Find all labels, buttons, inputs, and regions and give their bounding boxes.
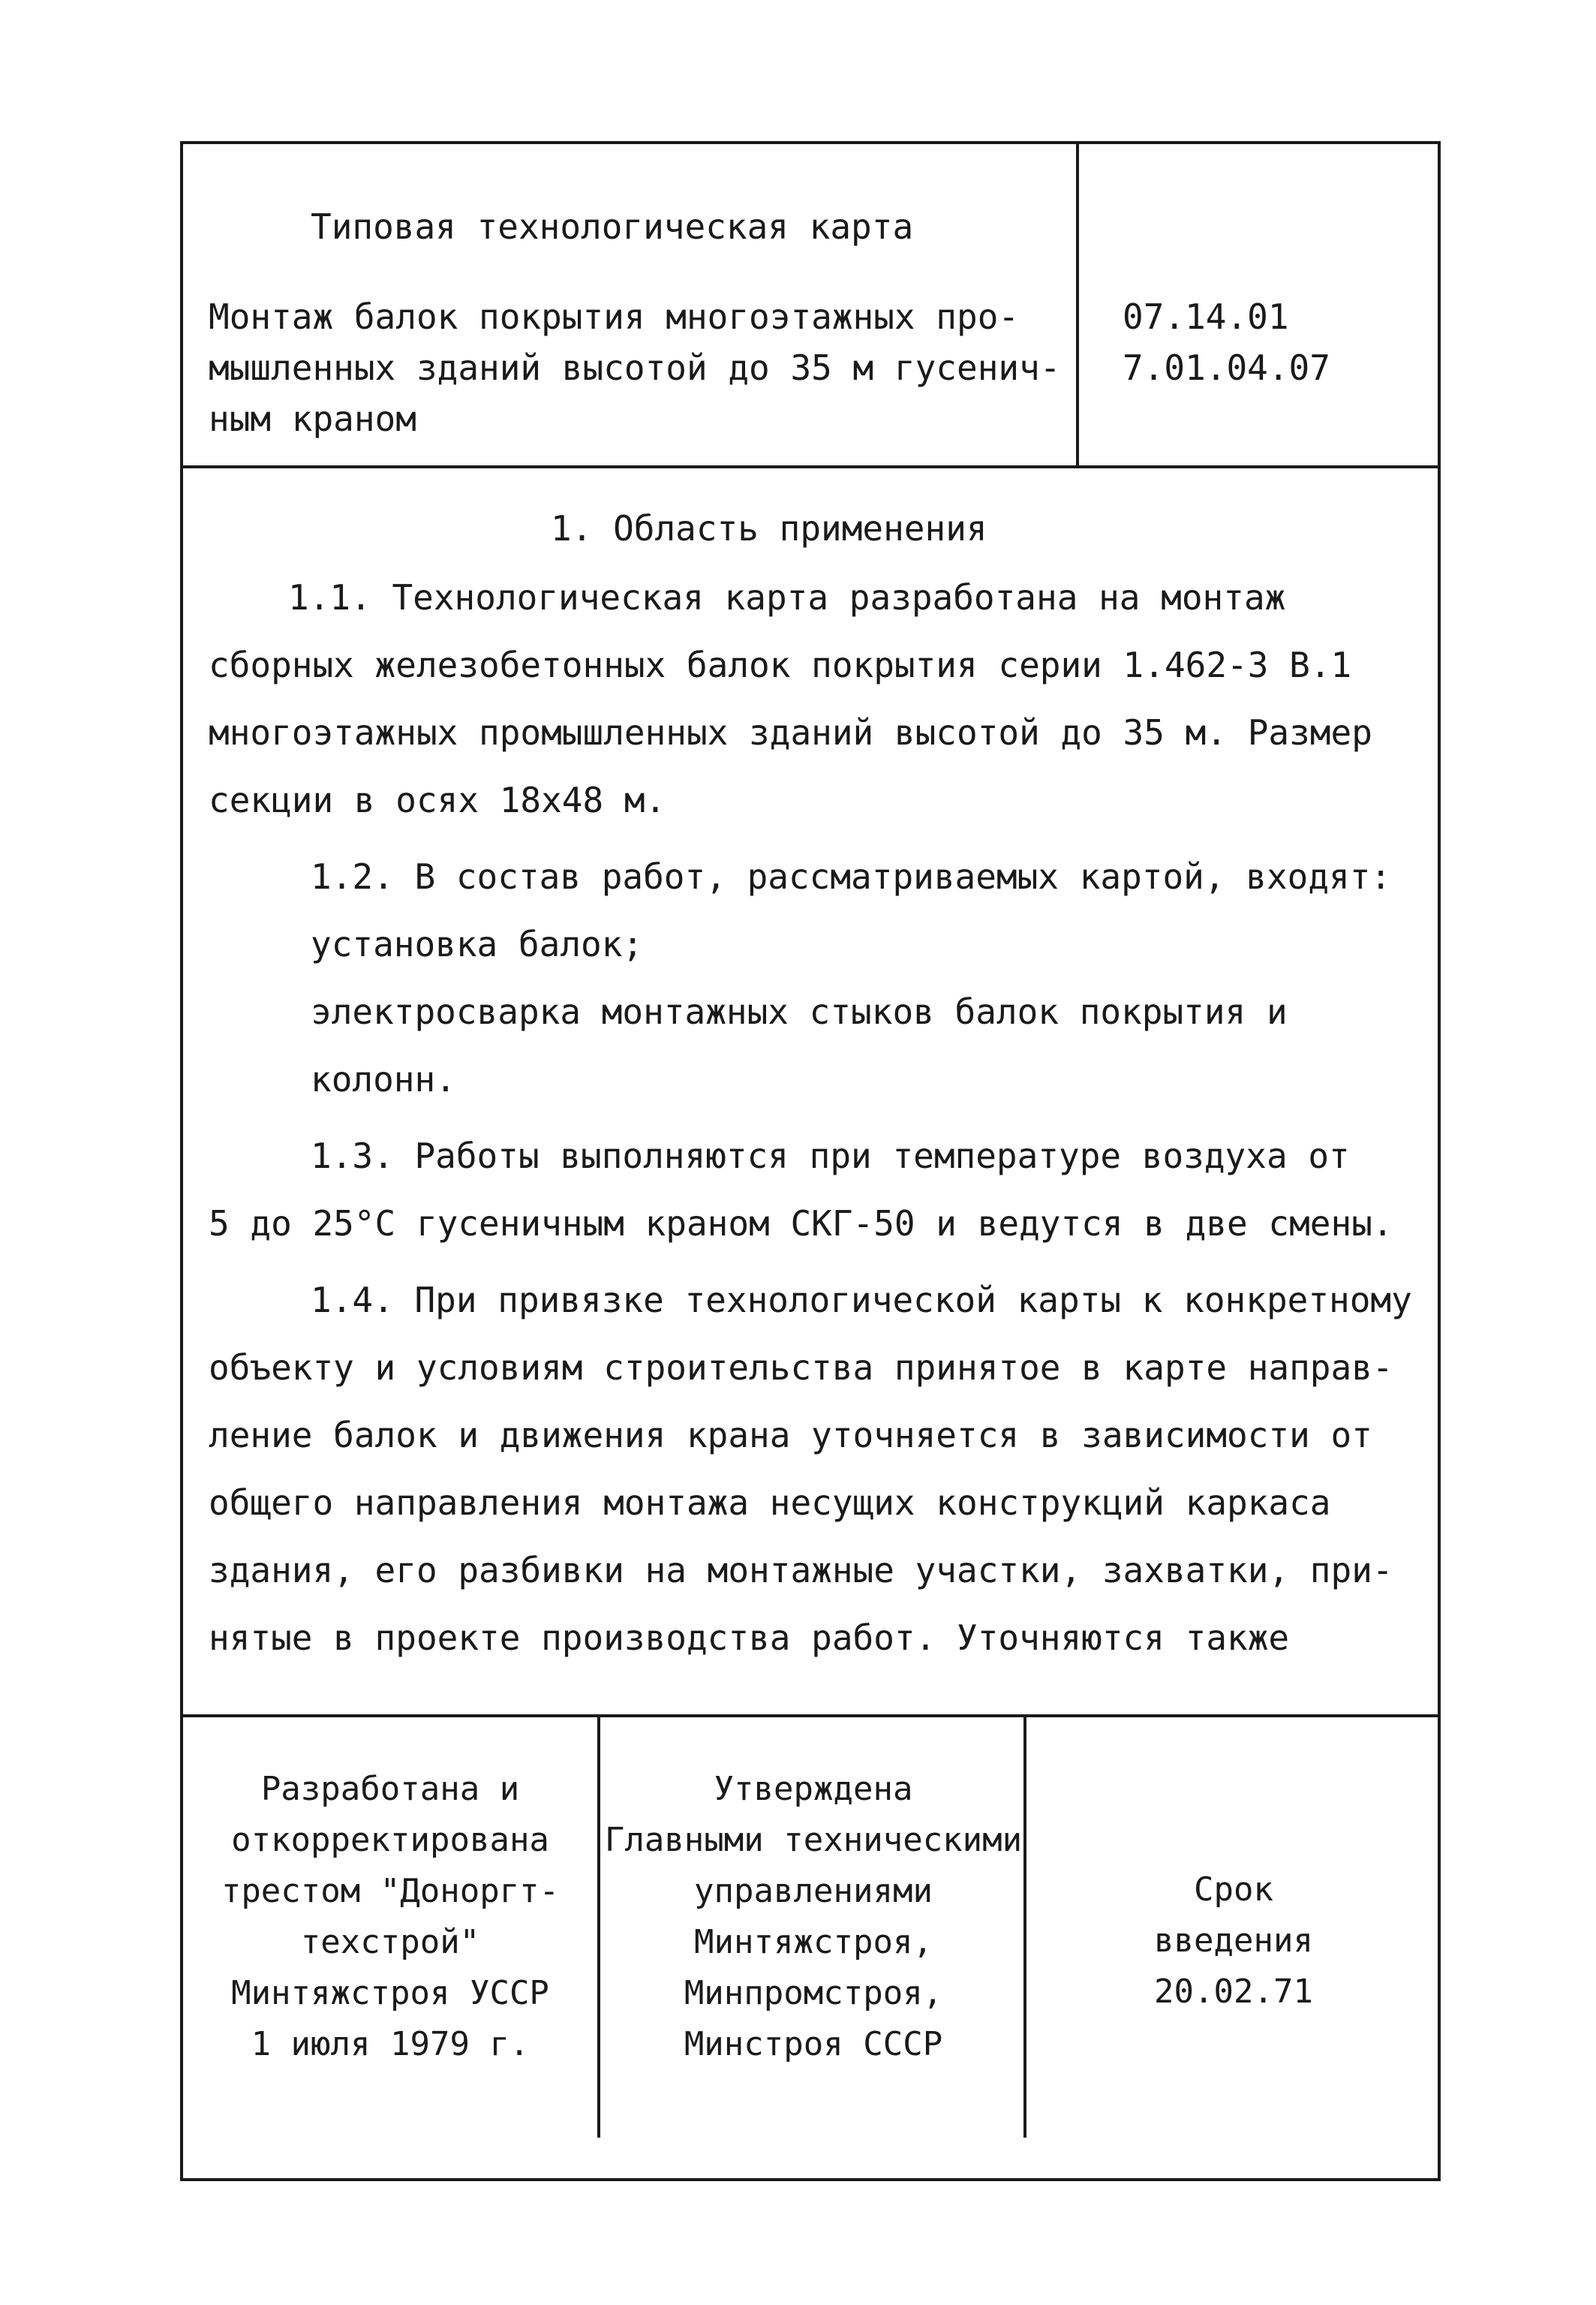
body-line: 1.4. При привязке технологической карты к конкретному [311, 1280, 1412, 1320]
body-line: здания, его разбивки на монтажные участки, захватки, при- [209, 1550, 1393, 1590]
footer-line: Главными техническими [604, 1821, 1023, 1859]
card-title-line: Монтаж балок покрытия многоэтажных про- [209, 296, 1020, 337]
body-line: колонн. [311, 1059, 456, 1100]
body-line: многоэтажных промышленных зданий высотой до 35 м. Размер [209, 712, 1372, 753]
footer-line: Минтяжстроя, [694, 1923, 933, 1961]
footer-line: 1 июля 1979 г. [251, 2025, 530, 2063]
card-codes [1123, 291, 1330, 393]
card-code: 7.01.04.07 [1123, 348, 1330, 388]
footer-term [1029, 1717, 1438, 2138]
card-title-line: ным краном [209, 399, 416, 439]
body-line: сборных железобетонных балок покрытия серии 1.462-3 В.1 [209, 645, 1352, 685]
card-type: Типовая технологическая карта [311, 206, 914, 247]
footer-line: управлениями [694, 1872, 933, 1910]
body-line: общего направления монтажа несущих конструкций каркаса [209, 1482, 1331, 1523]
footer-line: трестом "Доноргт- [221, 1872, 560, 1910]
footer-line: откорректирована [231, 1821, 549, 1859]
footer-line: введения [1154, 1921, 1313, 1960]
card-header-left [183, 144, 1079, 465]
body-line: 1.1. Технологическая карта разработана на монтаж [288, 577, 1286, 618]
card-header [183, 144, 1438, 468]
body-line: нятые в проекте производства работ. Уточняются также [209, 1617, 1290, 1658]
body-line: секции в осях 18х48 м. [209, 780, 666, 820]
body-line: 5 до 25°С гусеничным краном СКГ-50 и ведутся в две смены. [209, 1203, 1393, 1244]
footer-line: 20.02.71 [1154, 1972, 1313, 2011]
footer-line: Минпромстроя, [684, 1974, 943, 2012]
footer-approved [603, 1717, 1026, 2138]
body-line: электросварка монтажных стыков балок покрытия и [311, 992, 1288, 1032]
card-title-line: мышленных зданий высотой до 35 м гусенич- [209, 348, 1061, 388]
footer-line: техстрой" [300, 1923, 480, 1961]
body-line: 1.3. Работы выполняются при температуре воздуха от [311, 1136, 1350, 1176]
footer-line: Срок [1194, 1870, 1273, 1909]
body-line: ление балок и движения крана уточняется в зависимости от [209, 1415, 1372, 1455]
body-line: объекту и условиям строительства принятое в карте направ- [209, 1347, 1393, 1388]
document-sheet [180, 141, 1441, 2181]
document-body [183, 468, 1438, 1717]
footer-line: Утверждена [714, 1770, 913, 1808]
footer-line: Разработана и [260, 1770, 520, 1808]
card-code: 07.14.01 [1123, 296, 1289, 337]
section-title: 1. Область применения [551, 508, 987, 549]
card-title [209, 291, 1064, 444]
body-line: 1.2. В состав работ, рассматриваемых картой, входят: [311, 856, 1392, 897]
footer-developed [183, 1717, 600, 2138]
document-footer [183, 1717, 1438, 2178]
body-line: установка балок; [311, 924, 644, 964]
footer-line: Минтяжстроя УССР [231, 1974, 549, 2012]
footer-line: Минстроя СССР [684, 2025, 943, 2063]
